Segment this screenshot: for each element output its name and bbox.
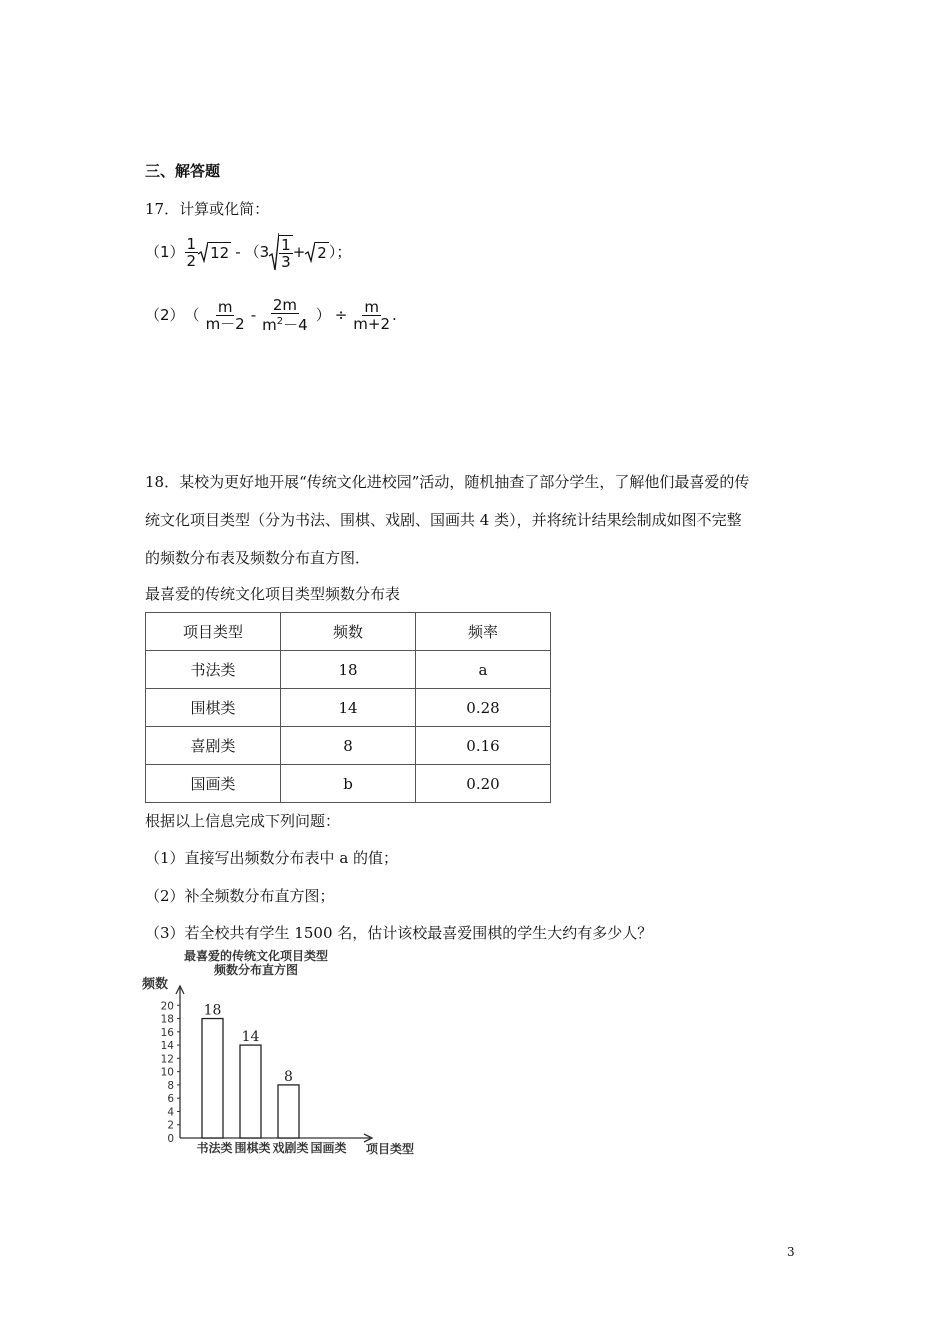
chart-subtitle: 频数分布直方图 (213, 963, 299, 977)
q17-part2 (145, 293, 397, 337)
table-header: 频数 (281, 613, 416, 651)
y-tick-label: 16 (160, 1026, 174, 1039)
bar-data-label: 14 (241, 1029, 260, 1046)
f2-den-exponent: 2 (276, 316, 284, 327)
q18-line1: 18．某校为更好地开展“传统文化进校园”活动，随机抽查了部分学生，了解他们最喜爱的传 (145, 473, 750, 491)
table-cell: 围棋类 (146, 689, 281, 727)
open-paren: （ (184, 306, 200, 324)
x-axis-label: 项目类型 (366, 1142, 415, 1156)
sqrt-12 (198, 241, 231, 263)
y-axis-label: 频数 (142, 977, 169, 992)
f2-denominator (260, 314, 310, 333)
chart-bars (202, 1003, 299, 1138)
table-caption: 最喜爱的传统文化项目类型频数分布表 (145, 585, 401, 603)
table-cell: 0.20 (416, 765, 551, 803)
y-tick-label: 18 (160, 1013, 174, 1026)
chart-title: 最喜爱的传统文化项目类型 (183, 949, 329, 963)
f1-numerator: m (217, 297, 233, 316)
y-tick-label: 4 (167, 1106, 174, 1119)
third-numerator: 1 (281, 235, 291, 254)
table-cell: 18 (281, 651, 416, 689)
table-cell: 0.16 (416, 727, 551, 765)
table-cell: 书法类 (146, 651, 281, 689)
table-cell: b (281, 765, 416, 803)
table-row (146, 689, 551, 727)
y-tick-label: 6 (167, 1093, 174, 1106)
close-paren-semicolon: ）； (328, 243, 352, 261)
frequency-table (145, 612, 551, 803)
table-header-row (146, 613, 551, 651)
f2-den-tail: －4 (283, 316, 308, 334)
q18-line2: 统文化项目类型（分为书法、围棋、戏剧、国画共 4 类），并将统计结果绘制成如图不完整 (145, 511, 742, 529)
y-tick-label: 20 (160, 1000, 174, 1013)
sqrt-2 (305, 241, 329, 263)
table-row (146, 651, 551, 689)
half-numerator: 1 (186, 234, 197, 253)
frequency-histogram (140, 946, 425, 1160)
period: . (392, 306, 397, 324)
table-cell: 14 (281, 689, 416, 727)
f3-denominator: m+2 (353, 314, 391, 333)
table-cell: a (416, 651, 551, 689)
fraction-m-over-m-minus-2 (204, 299, 247, 332)
radicand-2: 2 (317, 243, 327, 262)
table-cell: 0.28 (416, 689, 551, 727)
half-denominator: 2 (186, 251, 197, 270)
q18-sub2: （2）补全频数分布直方图； (145, 887, 335, 905)
q17-part1-label: （1） (145, 243, 185, 261)
fraction-one-third (279, 237, 293, 270)
q17-stem: 17．计算或化简： (145, 200, 270, 218)
radical-sign-icon (269, 232, 279, 272)
fraction-m-over-m-plus-2 (351, 299, 392, 332)
y-tick-label: 10 (160, 1066, 174, 1079)
section-title: 三、解答题 (145, 162, 221, 180)
radicand-12: 12 (210, 243, 230, 262)
fraction-2m-over-m2-minus-4 (260, 297, 310, 333)
f1-denominator: m－2 (205, 314, 245, 333)
y-tick-label: 12 (160, 1053, 174, 1066)
sqrt-one-third (269, 232, 293, 272)
table-row (146, 727, 551, 765)
f3-numerator: m (364, 297, 379, 316)
division-sign: ÷ (334, 306, 348, 324)
y-tick-label: 14 (160, 1040, 174, 1053)
table-header: 频率 (416, 613, 551, 651)
q18-sub1: （1）直接写出频数分布表中 a 的值； (145, 849, 399, 867)
q17-part1 (145, 230, 351, 274)
bar-data-label: 8 (284, 1068, 293, 1085)
bar (278, 1085, 299, 1138)
y-tick-label: 8 (167, 1079, 174, 1092)
q18-line3: 的频数分布表及频数分布直方图． (145, 549, 371, 567)
fraction-half (185, 236, 199, 269)
y-ticks (161, 1000, 180, 1145)
table-cell: 国画类 (146, 765, 281, 803)
table-cell: 8 (281, 727, 416, 765)
x-category-label: 戏剧类 (272, 1141, 309, 1155)
table-header: 项目类型 (146, 613, 281, 651)
y-tick-label: 0 (167, 1133, 174, 1145)
minus-sign: - (235, 243, 241, 261)
bar-data-label: 18 (203, 1002, 222, 1019)
table-row (146, 765, 551, 803)
x-category-label: 书法类 (196, 1141, 233, 1155)
open-paren-3: （3 (244, 243, 270, 261)
radical-sign-icon (198, 241, 208, 263)
f2-numerator: 2m (272, 296, 297, 314)
x-category-label: 围棋类 (234, 1141, 271, 1155)
q18-sub3: （3）若全校共有学生 1500 名，估计该校最喜爱围棋的学生大约有多少人？ (145, 924, 653, 942)
radical-sign-icon (305, 241, 315, 263)
table-cell: 喜剧类 (146, 727, 281, 765)
q17-part2-label: （2） (145, 306, 185, 324)
bar (240, 1045, 261, 1138)
plus-sign: + (292, 243, 306, 261)
q18-prompt: 根据以上信息完成下列问题： (145, 812, 341, 830)
page-number: 3 (787, 1245, 795, 1259)
x-category-label: 国画类 (310, 1141, 347, 1155)
minus-sign: - (250, 306, 257, 324)
close-paren: ） (315, 306, 331, 324)
y-tick-label: 2 (167, 1119, 174, 1132)
x-categories (196, 1140, 346, 1155)
third-denominator: 3 (281, 252, 291, 271)
bar (202, 1019, 223, 1138)
f2-den-base: m (262, 316, 277, 334)
